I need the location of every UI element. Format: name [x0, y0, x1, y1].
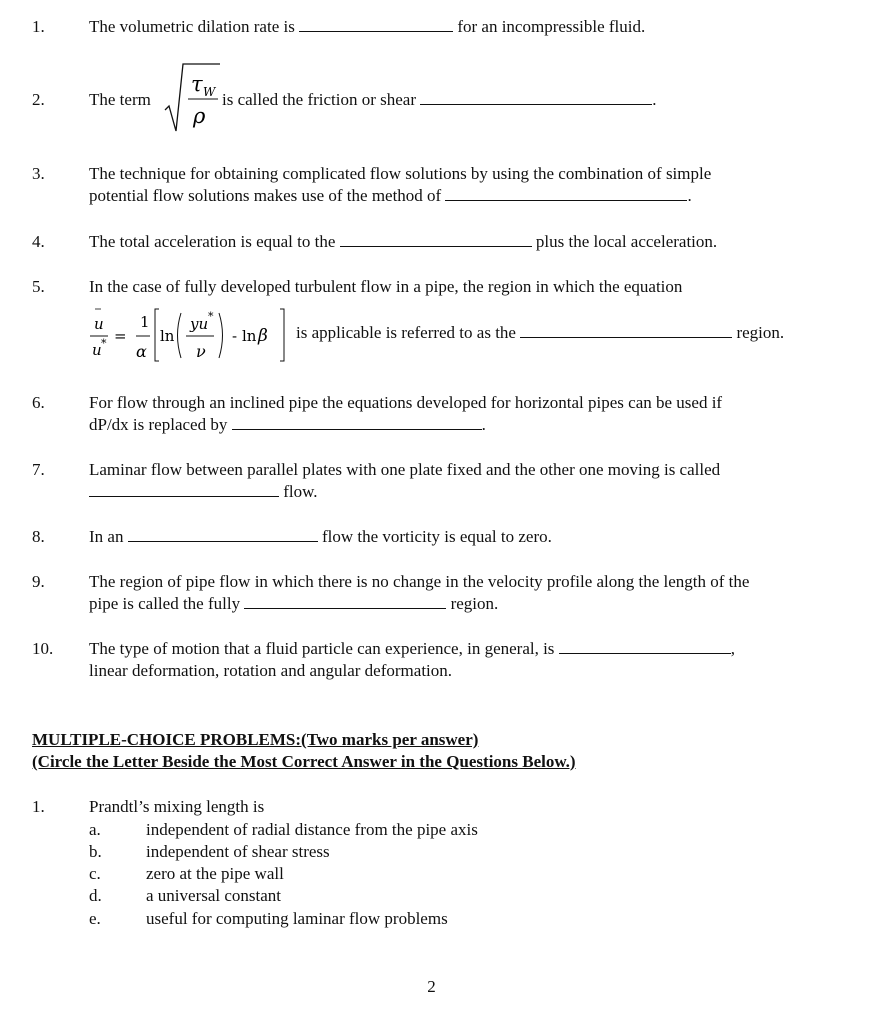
eq-star-2: * — [208, 310, 214, 323]
question-number: 4. — [32, 232, 45, 251]
eq-equals: = — [114, 327, 127, 345]
option-letter[interactable]: a. — [89, 820, 101, 839]
log-law-equation — [86, 305, 294, 363]
question-text-start: The term — [89, 90, 151, 109]
option-letter[interactable]: b. — [89, 842, 102, 861]
question-text: is called the friction or shear . — [222, 90, 657, 109]
question-number: 8. — [32, 527, 45, 546]
option-letter[interactable]: c. — [89, 864, 101, 883]
question-text: The volumetric dilation rate is for an incompressible fluid. — [89, 17, 646, 36]
question-text: Prandtl’s mixing length is — [89, 797, 265, 816]
question-text-line1: The technique for obtaining complicated flow solutions by using the combination of simple — [89, 164, 712, 183]
eq-ln-2: ln — [242, 327, 257, 345]
answer-blank[interactable] — [128, 526, 318, 542]
answer-blank[interactable] — [244, 593, 446, 609]
eq-alpha: α — [136, 342, 147, 361]
question-text-line2: flow. — [89, 481, 318, 503]
answer-blank[interactable] — [299, 16, 453, 32]
eq-minus: - — [232, 327, 238, 345]
eq-left-bracket — [155, 309, 159, 361]
answer-blank[interactable] — [232, 414, 482, 430]
eq-star-1: * — [101, 337, 107, 350]
question-text-line1: The type of motion that a fluid particle can experience, in general, is , — [89, 639, 735, 658]
question-number: 3. — [32, 164, 45, 183]
eq-right-bracket — [280, 309, 284, 361]
option-text: a universal constant — [146, 886, 282, 905]
question-text-line1: In the case of fully developed turbulent flow in a pipe, the region in which the equation — [89, 277, 683, 296]
question-number: 1. — [32, 17, 45, 36]
eq-ln-1: ln — [160, 327, 175, 345]
eq-left-paren — [178, 313, 182, 358]
question-number: 10. — [32, 639, 54, 658]
eq-u: u — [94, 315, 104, 333]
question-text: In an flow the vorticity is equal to zero. — [89, 527, 552, 546]
question-number: 1. — [32, 797, 45, 816]
question-text-line1: For flow through an inclined pipe the equations developed for horizontal pipes can be used if — [89, 393, 723, 412]
option-text: zero at the pipe wall — [146, 864, 284, 883]
eq-nu: ν — [196, 342, 206, 361]
answer-blank[interactable] — [340, 231, 532, 247]
question-number: 7. — [32, 460, 45, 479]
mc-heading: MULTIPLE-CHOICE PROBLEMS:(Two marks per answer) — [32, 730, 479, 749]
eq-ustar: u — [92, 341, 102, 359]
answer-blank[interactable] — [420, 89, 652, 105]
eq-right-paren — [219, 313, 223, 358]
question-number: 9. — [32, 572, 45, 591]
eq-yu: yu — [190, 315, 209, 333]
eq-one: 1 — [140, 313, 150, 331]
rho-symbol: ρ — [193, 104, 206, 128]
option-text: useful for computing laminar flow problems — [146, 909, 448, 928]
option-text: independent of radial distance from the pipe axis — [146, 820, 478, 839]
sqrt-tau-over-rho — [163, 58, 221, 138]
question-text-line2: linear deformation, rotation and angular deformation. — [89, 661, 453, 680]
question-number: 2. — [32, 90, 45, 109]
question-text-line1: The region of pipe flow in which there is no change in the velocity profile along the length of the — [89, 572, 750, 591]
tau-symbol: τ — [191, 72, 203, 96]
question-text-line2: is applicable is referred to as the region. — [296, 323, 785, 342]
answer-blank[interactable] — [89, 481, 279, 497]
question-text-line2: potential flow solutions makes use of the method of . — [89, 186, 692, 205]
answer-blank[interactable] — [520, 322, 732, 338]
question-text-line2: dP/dx is replaced by . — [89, 415, 486, 434]
w-subscript: W — [203, 85, 216, 99]
question-text-line2: pipe is called the fully region. — [89, 594, 499, 613]
option-letter[interactable]: d. — [89, 886, 102, 905]
question-number: 6. — [32, 393, 45, 412]
option-letter[interactable]: e. — [89, 909, 101, 928]
eq-beta: β — [258, 326, 268, 346]
answer-blank[interactable] — [445, 185, 687, 201]
answer-blank[interactable] — [559, 638, 731, 654]
question-text: The total acceleration is equal to the plus the local acceleration. — [89, 232, 718, 251]
question-number: 5. — [32, 277, 45, 296]
page-number: 2 — [427, 977, 436, 996]
mc-subheading: (Circle the Letter Beside the Most Correct Answer in the Questions Below.) — [32, 752, 576, 771]
question-text-line1: Laminar flow between parallel plates with one plate fixed and the other one moving is called — [89, 460, 721, 479]
option-text: independent of shear stress — [146, 842, 330, 861]
